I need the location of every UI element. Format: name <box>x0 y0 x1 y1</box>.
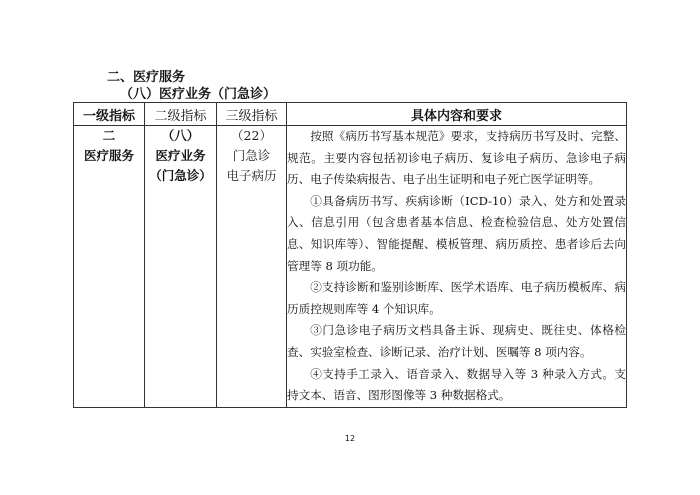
content-paragraph-4: ④支持手工录入、语音录入、数据导入等 3 种录入方式。支持文本、语音、图形图像等 3 种数据格式。 <box>287 366 626 403</box>
level3-cell <box>217 126 287 408</box>
level1-code: 二 <box>102 128 116 143</box>
subsection-title: （八）医疗业务（门急诊） <box>120 87 277 102</box>
content-paragraph-3: ③门急诊电子病历文档具备主诉、现病史、既往史、体格检查、实验室检查、诊断记录、治疗计划、医嘱等 8 项内容。 <box>287 323 626 359</box>
content-cell <box>287 126 627 408</box>
header-level3: 三级指标 <box>217 103 287 126</box>
level2-name-line1: 医疗业务 <box>155 148 206 163</box>
table-header-row <box>74 103 627 126</box>
header-level1: 一级指标 <box>74 103 145 126</box>
level3-name-line1: 门急诊 <box>232 148 271 163</box>
level1-cell <box>74 126 145 408</box>
level3-name-line2: 电子病历 <box>226 168 277 183</box>
header-content: 具体内容和要求 <box>287 103 627 126</box>
content-paragraph-2: ②支持诊断和鉴别诊断库、医学术语库、电子病历模板库、病历质控规则库等 4 个知识库。 <box>287 280 626 316</box>
level1-name: 医疗服务 <box>83 148 134 163</box>
level3-code: （22） <box>231 128 272 143</box>
header-level2: 二级指标 <box>145 103 217 126</box>
section-title: 二、医疗服务 <box>107 70 186 85</box>
level2-code: （八） <box>161 128 200 143</box>
table-row <box>74 126 627 408</box>
indicator-table <box>73 102 627 408</box>
content-paragraph-intro: 按照《病历书写基本规范》要求，支持病历书写及时、完整、规范。主要内容包括初诊电子病历、复诊电子病历、急诊电子病历、电子传染病报告、电子出生证明和电子死亡医学证明等。 <box>287 129 626 187</box>
level2-name-line2: （门急诊） <box>149 168 212 183</box>
content-paragraph-1: ①具备病历书写、疾病诊断（ICD-10）录入、处方和处置录入、信息引用（包含患者基本信息、检查检验信息、处方处置信息、知识库等）、智能提醒、模板管理、病历质控、患者诊后去向管理等 8 项功能。 <box>287 193 626 273</box>
level2-cell <box>145 126 217 408</box>
page-number: 12 <box>344 434 356 443</box>
